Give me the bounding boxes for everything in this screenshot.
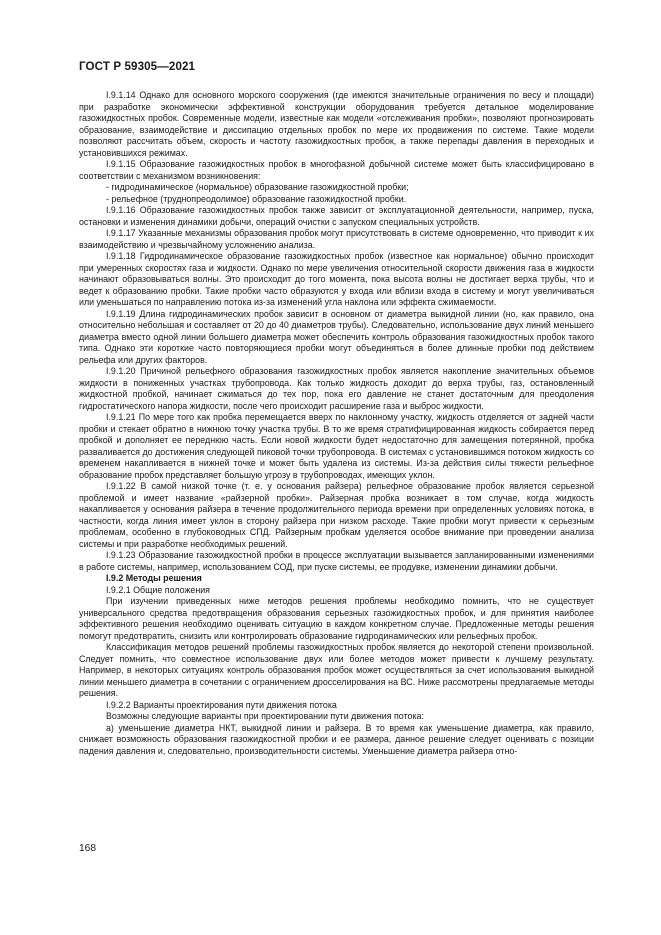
paragraph-i-9-1-16: I.9.1.16 Образование газожидкостных пробок также зависит от эксплуатационной деятельности, например, пуска, остановки и изменения динамики добычи, операций очистки с запуском специальных устройств. — [79, 205, 594, 227]
page-number: 168 — [79, 843, 96, 854]
paragraph-i-9-1-22: I.9.1.22 В самой низкой точке (т. е. у основания райзера) рельефное образование пробок является серьезной проблемой и имеет название «райзерной пробки». Райзерная пробка возникает в том случае, когда жидкость накапливается у основания райзера в течение продолжительного периода времени при определенных условиях потока, в частности, когда линия имеет уклон в сторону райзера при низком расходе. Такие пробки могут привести к серьезным проблемам, особенно в глубоководных СПД. Райзерным пробкам уделяется особое внимание при проведении анализа системы и при разработке необходимых решений. — [79, 481, 594, 549]
subsection-heading-i-9-2-2: I.9.2.2 Варианты проектирования пути движения потока — [106, 699, 337, 710]
paragraph-i-9-1-20: I.9.1.20 Причиной рельефного образования газожидкостных пробок является накопление значительных объемов жидкости в пониженных участках трубопровода. Как только жидкость доходит до верха трубы, газ, остановленный жидкостной пробкой, начинает сжиматься до тех пор, пока его давление не станет достаточным для преодоления гидростатического напора жидкости, после чего происходит расширение газа и выброс жидкости. — [79, 366, 594, 411]
list-item: - рельефное (труднопреодолимое) образование газожидкостной пробки. — [106, 193, 407, 204]
paragraph-option-a: а) уменьшение диаметра НКТ, выкидной линии и райзера. В то время как уменьшение диаметра, как правило, снижает возможность образования газожидкостной пробки и ее размера, данное решение следует оценивать с позиции падения давления и, следовательно, производительности системы. Уменьшение диаметра райзера отно- — [79, 722, 594, 756]
paragraph-i-9-1-18: I.9.1.18 Гидродинамическое образование газожидкостных пробок (известное как нормальное) обычно происходит при умеренных скоростях газа и жидкости. Однако по мере увеличения относительной скорости движения газа в жидкости начинают образовываться волны. Это происходит до того момента, пока высота волны не достигает верха трубы, что и ведет к образованию пробки. Такие пробки часто образуются у входа или вблизи входа в систему и могут увеличиваться или уменьшаться по направлению потока из-за изменений угла наклона или эффекта сжимаемости. — [79, 251, 594, 307]
paragraph-i-9-1-15: I.9.1.15 Образование газожидкостных пробок в многофазной добычной системе может быть классифицировано в соответствии с механизмом возникновения: — [79, 159, 594, 181]
section-heading-i-9-2: I.9.2 Методы решения — [106, 573, 202, 583]
list-item: - гидродинамическое (нормальное) образование газожидкостной пробки; — [106, 182, 409, 192]
paragraph-i-9-1-19: I.9.1.19 Длина гидродинамических пробок зависит в основном от диаметра выкидной линии (но, как правило, она относительно небольшая и составляет от 20 до 40 диаметров трубы). Следовательно, использование двух линий меньшего диаметра вместо одной линии большего диаметра может обеспечить контроль образования газожидкостных пробок такого типа. Однако эти короткие часто повторяющиеся пробки могут объединяться в более длинные пробки под действием рельефа или других факторов. — [79, 308, 594, 365]
paragraph-i-9-1-17: I.9.1.17 Указанные механизмы образования пробок могут присутствовать в системе одновременно, что приводит к их взаимодействию и чрезвычайному усложнению анализа. — [79, 228, 594, 250]
paragraph-solutions-intro: При изучении приведенных ниже методов решения проблемы необходимо помнить, что не существует универсального средства предотвращения образования серьезных газожидкостных пробок, и для принятия наиболее эффективного решения необходимо оценивать ситуацию в каждом конкретном случае. Предложенные методы решения помогут предотвратить, снизить или контролировать образование гидродинамических или рельефных пробок. — [79, 596, 594, 641]
subsection-heading-i-9-2-1: I.9.2.1 Общие положения — [106, 584, 210, 595]
paragraph-i-9-1-14: I.9.1.14 Однако для основного морского сооружения (где имеются значительные ограничения по весу и площади) при разработке экономически эффективной конструкции оборудования требуется детальное моделирование газожидкостных пробок. Современные модели, известные как модели «отслеживания пробки», позволяют прогнозировать образование, взаимодействие и диссипацию отдельных пробок по мере их продвижения по системе. Такие модели позволяют рассчитать объем, скорость и частоту газожидкостных пробок, а также перепады давления в переходных и установившихся режимах. — [79, 90, 594, 158]
document-body — [79, 90, 594, 757]
paragraph-options-intro: Возможны следующие варианты при проектировании пути движения потока: — [106, 711, 424, 721]
paragraph-i-9-1-21: I.9.1.21 По мере того как пробка перемещается вверх по наклонному участку, жидкость отделяется от задней части пробки и стекает обратно в нижнюю точку участка трубы. В то же время стратифицированная жидкость собирается перед пробкой и дополняет ее переднюю часть. Если новой жидкости будет недостаточно для замещения потерянной, пробка разваливается до достижения следующей пиковой точки трубопровода. В системах с установившимся потоком жидкость со временем накапливается в нижней точке и может быть удалена из системы. Из-за действия силы тяжести рельефное образование пробок представляет большую угрозу в трубопроводах, имеющих уклон. — [79, 412, 594, 480]
paragraph-classification: Классификация методов решений проблемы газожидкостных пробок является до некоторой степени произвольной. Следует помнить, что совместное использование двух или более методов может привести к лучшему результату. Например, в некоторых ситуациях контроль образования пробок может осуществляться за счет использования выкидной линии меньшего диаметра в сочетании с ограничением дросселирования на ВС. Ниже рассмотрены предлагаемые методы решения. — [79, 642, 594, 698]
document-header: ГОСТ Р 59305—2021 — [79, 60, 196, 73]
paragraph-i-9-1-23: I.9.1.23 Образование газожидкостной пробки в процессе эксплуатации вызывается запланированными изменениями в работе системы, например, использованием СОД, при пуске системы, ее продувке, изменении динамики добычи. — [79, 550, 594, 572]
